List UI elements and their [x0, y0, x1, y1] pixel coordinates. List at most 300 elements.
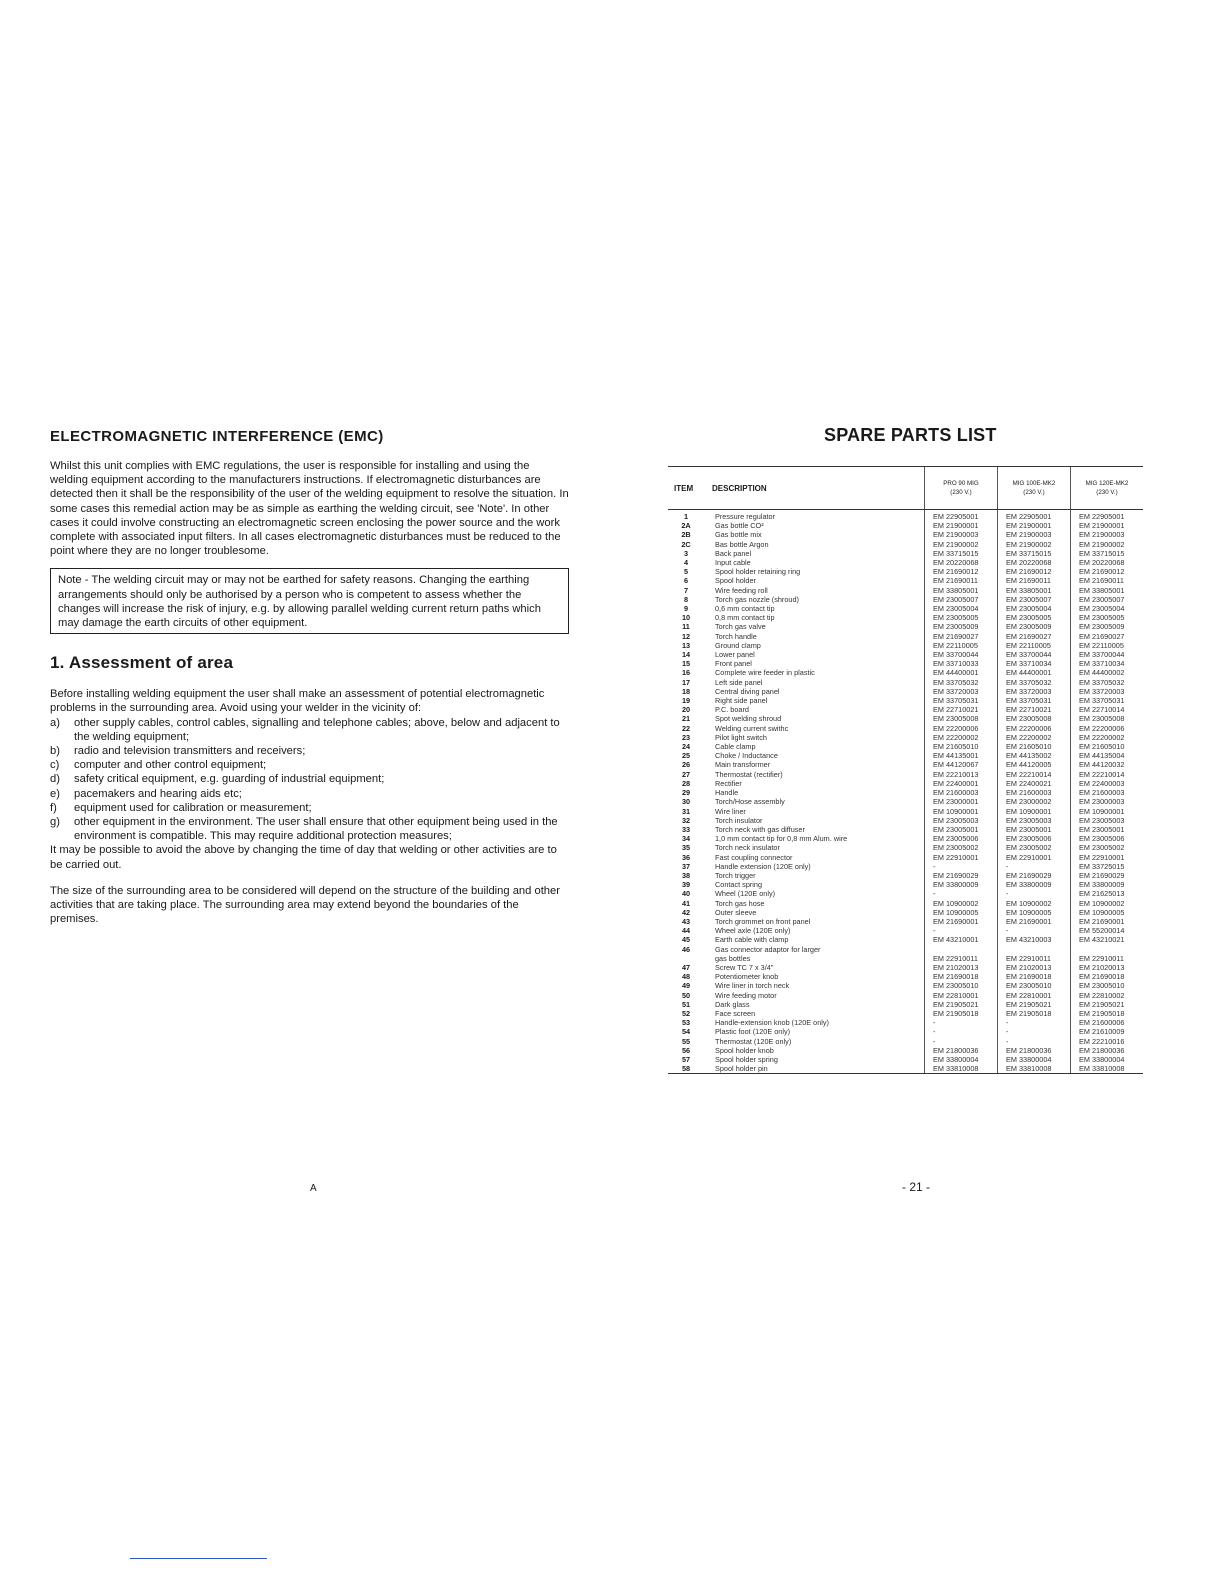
- mig100e-code-cell: EM 33715015: [998, 549, 1071, 558]
- mig100e-code-cell: EM 33705032: [998, 678, 1071, 687]
- pro90-code-cell: EM 23005004: [925, 604, 998, 613]
- mig100e-code-cell: EM 22200002: [998, 733, 1071, 742]
- pro90-code-cell: EM 21800036: [925, 1046, 998, 1055]
- description-cell: Earth cable with clamp: [715, 935, 789, 945]
- mig100e-code-cell: -: [998, 1027, 1071, 1036]
- description-cell: Torch/Hose assembly: [715, 797, 785, 807]
- mig120e-code-cell: EM 22810002: [1071, 991, 1144, 1000]
- item-number-cell: 9: [683, 604, 689, 614]
- pro90-code-cell: EM 21690001: [925, 917, 998, 926]
- mig100e-code-cell: EM 33720003: [998, 687, 1071, 696]
- table-row: [668, 622, 1143, 631]
- mig120e-code-cell: EM 21905021: [1071, 1000, 1144, 1009]
- mig120e-code-cell: EM 10900002: [1071, 899, 1144, 908]
- description-cell: Front panel: [715, 659, 752, 669]
- description-cell: Right side panel: [715, 696, 768, 706]
- table-row: [668, 797, 1143, 806]
- mig100e-code-cell: EM 23005002: [998, 843, 1071, 852]
- table-row: [668, 521, 1143, 530]
- pro90-code-cell: EM 10900002: [925, 899, 998, 908]
- table-row: [668, 825, 1143, 834]
- hazard-marker: b): [50, 745, 60, 758]
- description-cell: Spot welding shroud: [715, 714, 782, 724]
- pro90-code-cell: EM 22110005: [925, 641, 998, 650]
- description-cell: Outer sleeve: [715, 907, 757, 917]
- pro90-code-cell: EM 21020013: [925, 963, 998, 972]
- item-number-cell: 49: [681, 981, 691, 991]
- mig120e-code-cell: EM 22200002: [1071, 733, 1144, 742]
- item-number-cell: 39: [681, 880, 691, 890]
- pro90-code-cell: EM 33805001: [925, 586, 998, 595]
- hazard-item: [50, 744, 570, 758]
- description-cell: Rectifier: [715, 778, 742, 788]
- hazard-marker: c): [50, 759, 60, 772]
- table-row: [668, 742, 1143, 751]
- mig100e-code-cell: EM 33805001: [998, 586, 1071, 595]
- hazard-text: pacemakers and hearing aids etc;: [74, 787, 242, 800]
- table-row: [668, 1009, 1143, 1018]
- pro90-code-cell: EM 21600003: [925, 788, 998, 797]
- time-of-day-paragraph: It may be possible to avoid the above by changing the time of day that welding or other activities are to be carried out.: [50, 844, 557, 871]
- item-number-cell: 7: [683, 585, 689, 595]
- table-row: [668, 678, 1143, 687]
- pro90-code-cell: EM 22200006: [925, 724, 998, 733]
- item-number-cell: 28: [681, 778, 691, 788]
- description-cell: Spool holder spring: [715, 1054, 778, 1064]
- table-row: [668, 853, 1143, 862]
- hazard-marker: a): [50, 716, 60, 729]
- mig120e-code-cell: EM 21690011: [1071, 576, 1144, 585]
- mig120e-code-cell: EM 21905018: [1071, 1009, 1144, 1018]
- item-number-cell: 2A: [681, 521, 691, 531]
- hazard-text: equipment used for calibration or measurement;: [74, 801, 312, 814]
- pro90-code-cell: EM 33705031: [925, 696, 998, 705]
- table-row: [668, 567, 1143, 576]
- emc-heading: ELECTROMAGNETIC INTERFERENCE (EMC): [50, 428, 384, 445]
- mig100e-voltage-label: (230 V.): [1023, 489, 1045, 496]
- pro90-code-cell: EM 22910011: [925, 954, 998, 963]
- item-number-cell: 45: [681, 935, 691, 945]
- mig100e-code-cell: EM 21900003: [998, 530, 1071, 539]
- item-number-cell: 52: [681, 1008, 691, 1018]
- mig120e-code-cell: EM 23005006: [1071, 834, 1144, 843]
- description-cell: 1,0 mm contact tip for 0,8 mm Alum. wire: [715, 834, 848, 844]
- mig120e-code-cell: EM 44120032: [1071, 760, 1144, 769]
- table-row: [668, 880, 1143, 889]
- description-cell: Potentiometer knob: [715, 972, 779, 982]
- mig120e-code-cell: EM 21625013: [1071, 889, 1144, 898]
- table-row: [668, 549, 1143, 558]
- mig100e-code-cell: EM 23005005: [998, 613, 1071, 622]
- table-row: [668, 1000, 1143, 1009]
- table-row: [668, 972, 1143, 981]
- description-cell: Ground clamp: [715, 640, 761, 650]
- pro90-code-cell: EM 22910001: [925, 853, 998, 862]
- mig100e-code-cell: EM 23005009: [998, 622, 1071, 631]
- pro90-code-cell: EM 23005009: [925, 622, 998, 631]
- pro90-code-cell: EM 33720003: [925, 687, 998, 696]
- item-number-cell: 44: [681, 926, 691, 936]
- pro90-code-cell: EM 33710033: [925, 659, 998, 668]
- mig120e-code-cell: EM 23005010: [1071, 981, 1144, 990]
- mig100e-code-cell: EM 22210014: [998, 770, 1071, 779]
- description-cell: Handle-extension knob (120E only): [715, 1018, 829, 1028]
- mig100e-code-cell: EM 23005003: [998, 816, 1071, 825]
- left-page-letter: A: [310, 1183, 317, 1194]
- mig100e-code-cell: EM 21690012: [998, 567, 1071, 576]
- mig120e-code-cell: EM 22210014: [1071, 770, 1144, 779]
- hazard-text: radio and television transmitters and receivers;: [74, 745, 306, 758]
- table-row: [668, 540, 1143, 549]
- mig120e-model-label: MIG 120E-MK2: [1085, 480, 1129, 487]
- table-row: [668, 889, 1143, 898]
- pro90-code-cell: EM 21690029: [925, 871, 998, 880]
- mig120e-code-cell: EM 33700044: [1071, 650, 1144, 659]
- description-cell: 0,8 mm contact tip: [715, 613, 775, 623]
- description-cell: Wire feeding motor: [715, 990, 777, 1000]
- mig100e-code-cell: EM 22200006: [998, 724, 1071, 733]
- description-cell: Dark glass: [715, 999, 750, 1009]
- mig120e-code-cell: EM 33725015: [1071, 862, 1144, 871]
- table-row: [668, 687, 1143, 696]
- mig120e-code-cell: EM 21690012: [1071, 567, 1144, 576]
- mig120e-code-cell: EM 21900001: [1071, 521, 1144, 530]
- mig100e-code-cell: EM 33800009: [998, 880, 1071, 889]
- mig120e-code-cell: EM 22210016: [1071, 1037, 1144, 1046]
- item-number-cell: 17: [681, 677, 691, 687]
- mig120e-code-cell: EM 21600003: [1071, 788, 1144, 797]
- table-row: [668, 760, 1143, 769]
- pro90-code-cell: EM 23005006: [925, 834, 998, 843]
- mig100e-code-cell: EM 44120005: [998, 760, 1071, 769]
- pro90-code-cell: -: [925, 889, 998, 898]
- table-row: [668, 1018, 1143, 1027]
- table-row: [668, 779, 1143, 788]
- mig100e-code-cell: EM 22110005: [998, 641, 1071, 650]
- description-cell: Torch grommet on front panel: [715, 916, 811, 926]
- mig100e-code-cell: EM 44400001: [998, 668, 1071, 677]
- item-number-cell: 43: [681, 916, 691, 926]
- pro90-code-cell: EM 22810001: [925, 991, 998, 1000]
- hazard-text: other equipment in the environment. The user shall ensure that other equipment being used in the environment is compatible. This may require additional protection measures;: [74, 816, 558, 843]
- mig100e-code-cell: EM 33710034: [998, 659, 1071, 668]
- description-cell: Pilot light switch: [715, 732, 767, 742]
- mig120e-code-cell: EM 21610009: [1071, 1027, 1144, 1036]
- hazard-list: [50, 716, 570, 844]
- item-number-cell: 53: [681, 1018, 691, 1028]
- parts-table-body: [668, 510, 1143, 1074]
- mig100e-code-cell: EM 33810008: [998, 1064, 1071, 1074]
- description-cell: Gas connector adaptor for larger: [715, 944, 821, 954]
- mig120e-code-cell: EM 33705031: [1071, 696, 1144, 705]
- pro90-code-cell: EM 20220068: [925, 558, 998, 567]
- mig120e-code-cell: EM 33705032: [1071, 678, 1144, 687]
- table-row: [668, 935, 1143, 944]
- hazard-text: safety critical equipment, e.g. guarding of industrial equipment;: [74, 773, 385, 786]
- hazard-text: computer and other control equipment;: [74, 759, 267, 772]
- item-number-cell: 22: [681, 723, 691, 733]
- table-row: [668, 530, 1143, 539]
- hazard-marker: e): [50, 787, 60, 800]
- mig120e-code-cell: EM 22400003: [1071, 779, 1144, 788]
- surrounding-area-paragraph: The size of the surrounding area to be considered will depend on the structure of the building and other activities that are taking place. The surrounding area may extend beyond the boundaries of the premises.: [50, 884, 560, 926]
- pro90-code-cell: EM 33800004: [925, 1055, 998, 1064]
- mig120e-code-cell: EM 33805001: [1071, 586, 1144, 595]
- pro90-code-cell: EM 21605010: [925, 742, 998, 751]
- mig100e-code-cell: EM 22710021: [998, 705, 1071, 714]
- description-cell: Handle extension (120E only): [715, 861, 811, 871]
- hazard-text: other supply cables, control cables, signalling and telephone cables; above, below and adjacent to the welding equipment;: [74, 716, 560, 743]
- hazard-marker: d): [50, 773, 60, 786]
- item-number-cell: 16: [681, 668, 691, 678]
- table-row: [668, 696, 1143, 705]
- mig120e-code-cell: EM 55200014: [1071, 926, 1144, 935]
- item-number-cell: 15: [681, 659, 691, 669]
- pro90-code-cell: -: [925, 862, 998, 871]
- mig120e-code-cell: EM 33715015: [1071, 549, 1144, 558]
- mig120e-code-cell: EM 43210021: [1071, 935, 1144, 944]
- mig120e-code-cell: EM 44400002: [1071, 668, 1144, 677]
- description-cell: Face screen: [715, 1008, 756, 1018]
- mig100e-code-cell: EM 23005001: [998, 825, 1071, 834]
- description-cell: Torch neck with gas diffuser: [715, 824, 805, 834]
- mig100e-code-cell: EM 10900005: [998, 908, 1071, 917]
- item-number-cell: 11: [682, 622, 690, 632]
- description-cell: Torch gas valve: [715, 622, 766, 632]
- pro90-code-cell: EM 23005007: [925, 595, 998, 604]
- table-row: [668, 604, 1143, 613]
- pro90-code-cell: EM 33810008: [925, 1064, 998, 1074]
- mig100e-code-cell: [998, 945, 1071, 954]
- description-cell: 0,6 mm contact tip: [715, 604, 775, 614]
- mig100e-code-cell: EM 21800036: [998, 1046, 1071, 1055]
- pro90-code-cell: EM 21905018: [925, 1009, 998, 1018]
- mig100e-code-cell: EM 23005006: [998, 834, 1071, 843]
- item-number-cell: 29: [681, 788, 691, 798]
- emc-intro-paragraph: Whilst this unit complies with EMC regulations, the user is responsible for installing and using the welding equipment according to the manufacturers instructions. If electromagnetic disturbances are detected then it shall be the responsibility of the user of the welding equipment to resolve the situation. In some cases this remedial action may be as simple as earthing the welding circuit, see 'Note'. In other cases it could involve constructing an electromagnetic screen enclosing the power source and the work complete with associated input filters. In all cases electromagnetic disturbances must be reduced to the point where they are no longer troublesome.: [50, 460, 569, 558]
- pro90-code-cell: EM 44400001: [925, 668, 998, 677]
- hazard-item: [50, 787, 570, 801]
- mig120e-code-cell: EM 21690001: [1071, 917, 1144, 926]
- table-row: [668, 963, 1143, 972]
- spare-parts-table: [668, 466, 1138, 1074]
- page-number: - 21 -: [902, 1180, 931, 1194]
- description-cell: Spool holder pin: [712, 1064, 925, 1074]
- description-cell: Central diving panel: [715, 686, 780, 696]
- item-number-cell: 41: [681, 898, 691, 908]
- mig120e-code-cell: EM 21605010: [1071, 742, 1144, 751]
- pro90-code-cell: EM 23005008: [925, 714, 998, 723]
- mig120e-code-cell: EM 21900003: [1071, 530, 1144, 539]
- mig100e-code-cell: EM 22905001: [998, 510, 1071, 522]
- table-row: [668, 641, 1143, 650]
- table-row: [668, 1064, 1143, 1074]
- table-row: [668, 1027, 1143, 1036]
- mig100e-code-cell: EM 23005007: [998, 595, 1071, 604]
- item-number-cell: 23: [681, 732, 691, 742]
- mig100e-code-cell: -: [998, 1018, 1071, 1027]
- item-number-cell: 47: [681, 962, 691, 972]
- pro90-code-cell: EM 21690018: [925, 972, 998, 981]
- description-cell: Wheel axle (120E only): [715, 926, 791, 936]
- mig100e-code-cell: EM 21690027: [998, 632, 1071, 641]
- item-number-cell: 50: [681, 990, 691, 1000]
- mig100e-code-cell: EM 21905021: [998, 1000, 1071, 1009]
- item-number-cell: 46: [681, 944, 691, 954]
- item-number-cell: 56: [681, 1045, 691, 1055]
- item-number-cell: 55: [681, 1036, 691, 1046]
- description-cell: Welding current swithc: [715, 723, 789, 733]
- item-number-cell: 35: [681, 843, 691, 853]
- item-number-cell: 19: [681, 696, 691, 706]
- mig100e-code-cell: EM 10900002: [998, 899, 1071, 908]
- mig120e-code-cell: EM 23005003: [1071, 816, 1144, 825]
- description-cell: Torch insulator: [715, 815, 763, 825]
- pro90-code-cell: EM 33715015: [925, 549, 998, 558]
- hazard-marker: g): [50, 816, 60, 829]
- item-number-cell: 42: [681, 907, 691, 917]
- pro90-code-cell: EM 23005001: [925, 825, 998, 834]
- table-row: [668, 917, 1143, 926]
- item-number-cell: 2B: [681, 530, 691, 540]
- table-row: [668, 632, 1143, 641]
- table-row: [668, 926, 1143, 935]
- description-cell: Torch gas hose: [715, 898, 765, 908]
- mig100e-code-cell: EM 21900001: [998, 521, 1071, 530]
- mig100e-code-cell: EM 10900001: [998, 807, 1071, 816]
- table-row: [668, 714, 1143, 723]
- mig120e-code-cell: EM 21690027: [1071, 632, 1144, 641]
- pro90-code-cell: EM 33800009: [925, 880, 998, 889]
- description-cell: Gas bottle CO²: [715, 521, 764, 531]
- table-row: [668, 862, 1143, 871]
- description-cell: gas bottles: [715, 953, 751, 963]
- mig100e-code-cell: EM 21690029: [998, 871, 1071, 880]
- mig100e-code-cell: -: [998, 862, 1071, 871]
- mig120e-code-cell: EM 22905001: [1071, 510, 1144, 522]
- mig120e-column-header: [1071, 467, 1144, 510]
- item-number-cell: 8: [683, 594, 689, 604]
- description-cell: Choke / Inductance: [715, 751, 778, 761]
- hazard-item: [50, 716, 570, 744]
- pro90-code-cell: EM 33705032: [925, 678, 998, 687]
- mig100e-column-header: [998, 467, 1071, 510]
- pro90-code-cell: EM 43210001: [925, 935, 998, 944]
- mig100e-code-cell: -: [998, 926, 1071, 935]
- pro90-code-cell: EM 44120067: [925, 760, 998, 769]
- mig120e-code-cell: EM 23005002: [1071, 843, 1144, 852]
- mig100e-code-cell: EM 23005004: [998, 604, 1071, 613]
- table-row: [668, 1037, 1143, 1046]
- pro90-code-cell: -: [925, 1018, 998, 1027]
- table-row: [668, 733, 1143, 742]
- table-row: [668, 770, 1143, 779]
- item-number-cell: 57: [681, 1054, 691, 1064]
- item-number-cell: 26: [681, 760, 691, 770]
- table-row: [668, 908, 1143, 917]
- description-cell: Complete wire feeder in plastic: [715, 668, 815, 678]
- item-number-cell: 4: [683, 558, 689, 568]
- hazard-item: [50, 815, 570, 843]
- mig100e-code-cell: EM 21690018: [998, 972, 1071, 981]
- mig120e-code-cell: EM 23005009: [1071, 622, 1144, 631]
- description-cell: Fast coupling connector: [715, 852, 793, 862]
- mig100e-code-cell: EM 21900002: [998, 540, 1071, 549]
- item-number-cell: 27: [681, 769, 691, 779]
- table-row: [668, 1046, 1143, 1055]
- assessment-intro-paragraph: Before installing welding equipment the user shall make an assessment of potential electromagnetic problems in the surrounding area. Avoid using your welder in the vicinity of:: [50, 688, 545, 715]
- description-cell: Main transformer: [715, 760, 771, 770]
- item-number-cell: 31: [681, 806, 691, 816]
- table-row: [668, 1055, 1143, 1064]
- mig100e-code-cell: EM 23005008: [998, 714, 1071, 723]
- left-page: [50, 428, 570, 926]
- table-row: [668, 668, 1143, 677]
- mig120e-code-cell: EM 23005008: [1071, 714, 1144, 723]
- item-number-cell: 12: [681, 631, 691, 641]
- table-row: [668, 576, 1143, 585]
- hazard-marker: f): [50, 801, 57, 814]
- mig100e-code-cell: -: [998, 889, 1071, 898]
- pro90-code-cell: -: [925, 926, 998, 935]
- mig120e-code-cell: EM 23005007: [1071, 595, 1144, 604]
- pro90-code-cell: EM 22210013: [925, 770, 998, 779]
- description-column-header: DESCRIPTION: [712, 467, 925, 510]
- table-row: [668, 981, 1143, 990]
- item-number-cell: 18: [681, 686, 691, 696]
- hazard-item: [50, 758, 570, 772]
- mig120e-code-cell: EM 33720003: [1071, 687, 1144, 696]
- pro90-code-cell: EM 23005010: [925, 981, 998, 990]
- pro90-code-cell: EM 21905021: [925, 1000, 998, 1009]
- mig120e-code-cell: EM 21600006: [1071, 1018, 1144, 1027]
- pro90-code-cell: EM 10900001: [925, 807, 998, 816]
- earthing-note-box: Note - The welding circuit may or may not be earthed for safety reasons. Changing the earthing arrangements should only be authorised by a person who is competent to assess whether the changes will increase the risk of injury, e.g. by allowing parallel welding current return paths which may damage the earth circuits of other equipment.: [50, 568, 569, 634]
- description-cell: Wire feeding roll: [715, 585, 768, 595]
- mig120e-code-cell: EM 23005004: [1071, 604, 1144, 613]
- mig120e-code-cell: EM 33800004: [1071, 1055, 1144, 1064]
- item-number-cell: 40: [681, 889, 691, 899]
- description-cell: Wire liner in torch neck: [715, 981, 790, 991]
- item-number-cell: 10: [681, 613, 691, 623]
- mig100e-model-label: MIG 100E-MK2: [1012, 480, 1056, 487]
- spare-parts-title: SPARE PARTS LIST: [824, 425, 997, 445]
- table-row: [668, 751, 1143, 760]
- mig120e-code-cell: EM 22110005: [1071, 641, 1144, 650]
- description-cell: Thermostat (120E only): [715, 1036, 792, 1046]
- pro90-code-cell: EM 21690027: [925, 632, 998, 641]
- pro90-code-cell: EM 22400001: [925, 779, 998, 788]
- mig100e-code-cell: EM 21020013: [998, 963, 1071, 972]
- mig120e-code-cell: EM 21800036: [1071, 1046, 1144, 1055]
- table-row: [668, 586, 1143, 595]
- mig100e-code-cell: EM 21690001: [998, 917, 1071, 926]
- item-number-cell: 51: [681, 999, 691, 1009]
- description-cell: Pressure regulator: [715, 512, 776, 521]
- pro90-code-cell: EM 22710021: [925, 705, 998, 714]
- mig100e-code-cell: EM 21600003: [998, 788, 1071, 797]
- mig120e-code-cell: EM 33710034: [1071, 659, 1144, 668]
- mig100e-code-cell: -: [998, 1037, 1071, 1046]
- description-cell: Contact spring: [715, 880, 763, 890]
- table-row: [668, 613, 1143, 622]
- pro90-code-cell: [925, 945, 998, 954]
- description-cell: Wheel (120E only): [715, 889, 776, 899]
- description-cell: Lower panel: [715, 650, 755, 660]
- item-number-cell: 48: [681, 972, 691, 982]
- mig100e-code-cell: EM 33800004: [998, 1055, 1071, 1064]
- description-cell: Torch gas nozzle (shroud): [715, 594, 799, 604]
